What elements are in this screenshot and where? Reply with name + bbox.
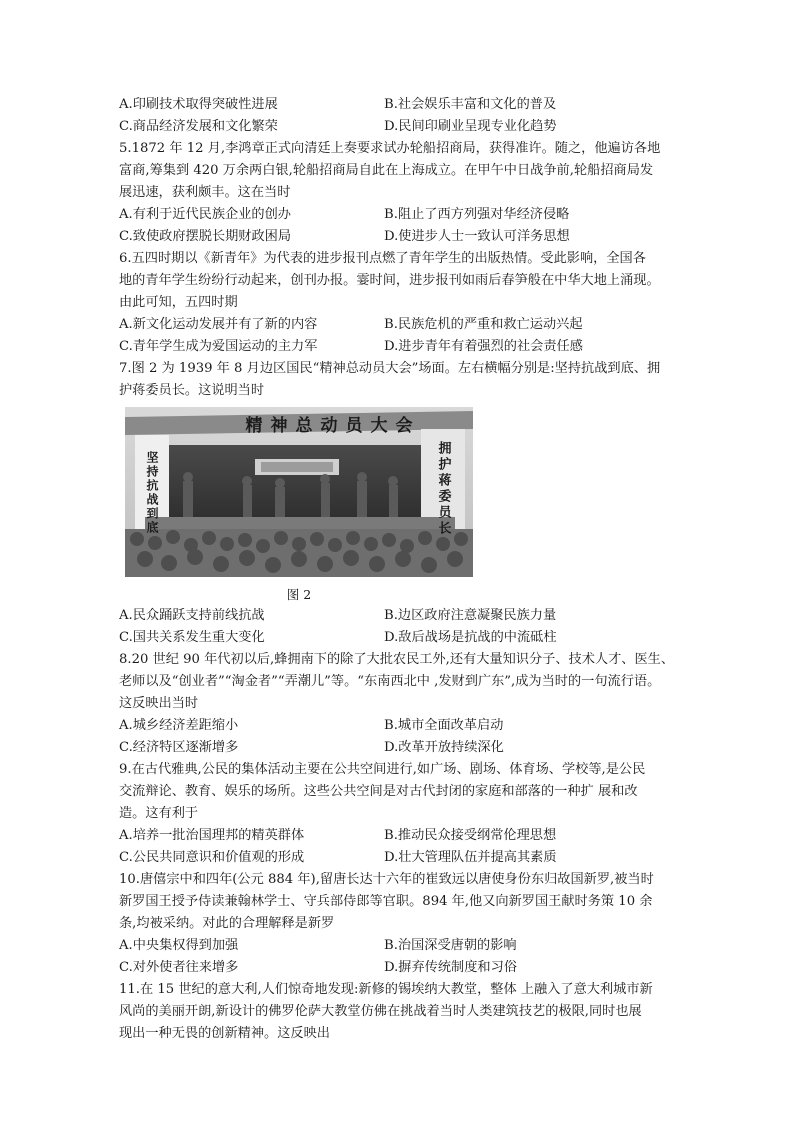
q9-stem-line: 造。这有利于 <box>119 806 199 821</box>
q10-option-a[interactable]: A.中央集权得到加强 <box>119 938 239 953</box>
right-banner-text: 拥护蒋委员长 <box>435 441 451 537</box>
q6-stem-line: 地的青年学生纷纷行动起来，创刊办报。霎时间，进步报刊如雨后春笋般在中华大地上涌现。 <box>119 273 660 288</box>
rally-photo <box>125 407 473 577</box>
exam-page <box>119 94 694 1045</box>
q10-stem-line: 10.唐僖宗中和四年(公元 884 年),留唐长达十六年的崔致远以唐使身份东归故国新罗,被当时 <box>119 872 654 887</box>
q5-option-d[interactable]: D.使进步人士一致认可洋务思想 <box>384 229 570 244</box>
q6-stem-line: 由此可知，五四时期 <box>119 295 238 310</box>
q6-option-b[interactable]: B.民族危机的严重和救亡运动兴起 <box>384 317 583 332</box>
q6-option-c[interactable]: C.青年学生成为爱国运动的主力军 <box>119 339 318 354</box>
q4-options-row-2 <box>119 116 694 138</box>
q4-option-c[interactable]: C.商品经济发展和文化繁荣 <box>119 119 278 134</box>
q7-stem-line: 护蒋委员长。这说明当时 <box>119 383 265 398</box>
q6-stem-line: 6.五四时期以《新青年》为代表的进步报刊点燃了青年学生的出版热情。受此影响，全国各 <box>119 251 646 266</box>
q5-option-a[interactable]: A.有利于近代民族企业的创办 <box>119 207 291 222</box>
q5-options-row-2 <box>119 226 694 248</box>
q9-option-d[interactable]: D.壮大管理队伍并提高其素质 <box>384 850 557 865</box>
q6-option-a[interactable]: A.新文化运动发展并有了新的内容 <box>119 317 318 332</box>
q8-options-row-1 <box>119 715 694 737</box>
q5-options-row-1 <box>119 204 694 226</box>
q8-option-b[interactable]: B.城市全面改革启动 <box>384 718 504 733</box>
figure-caption: 图 2 <box>286 587 312 602</box>
q7-option-a[interactable]: A.民众踊跃支持前线抗战 <box>119 608 265 623</box>
q7-option-d[interactable]: D.敌后战场是抗战的中流砥柱 <box>384 630 557 645</box>
q5-option-b[interactable]: B.阻止了西方列强对华经济侵略 <box>384 207 570 222</box>
q10-option-c[interactable]: C.对外使者往来增多 <box>119 960 239 975</box>
q7-option-b[interactable]: B.边区政府注意凝聚民族力量 <box>384 608 557 623</box>
q4-option-b[interactable]: B.社会娱乐丰富和文化的普及 <box>384 97 557 112</box>
q5-stem-line: 展迅速，获利颇丰。这在当时 <box>119 185 291 200</box>
q9-option-a[interactable]: A.培养一批治国理邦的精英群体 <box>119 828 305 843</box>
left-banner-text: 坚持抗战到底 <box>145 451 159 535</box>
q10-stem-line: 条,均被采纳。对此的合理解释是新罗 <box>119 916 335 931</box>
q11-stem-line: 现出一种无畏的创新精神。这反映出 <box>119 1026 330 1041</box>
q10-options-row-2 <box>119 957 694 979</box>
top-banner-text: 精神总动员大会 <box>245 416 421 436</box>
q9-options-row-1 <box>119 825 694 847</box>
q8-option-a[interactable]: A.城乡经济差距缩小 <box>119 718 239 733</box>
q10-option-d[interactable]: D.摒弃传统制度和习俗 <box>384 960 517 975</box>
q8-stem-line: 8.20 世纪 90 年代初以后,蜂拥南下的除了大批农民工外,还有大量知识分子、技术人才、医生、 <box>119 652 675 667</box>
q11-stem-line: 11.在 15 世纪的意大利,人们惊奇地发现:新修的锡埃纳大教堂，整体 上融入了意大利城市新 <box>119 982 653 997</box>
q6-option-d[interactable]: D.进步青年有着强烈的社会责任感 <box>384 339 583 354</box>
q5-stem-line: 富商,筹集到 420 万余两白银,轮船招商局自此在上海成立。在甲午中日战争前,轮船招商局发 <box>119 163 654 178</box>
q10-options-row-1 <box>119 935 694 957</box>
q6-options-row-2 <box>119 336 694 358</box>
q8-option-d[interactable]: D.改革开放持续深化 <box>384 740 504 755</box>
q7-option-c[interactable]: C.国共关系发生重大变化 <box>119 630 265 645</box>
q7-options-row-2 <box>119 627 694 649</box>
q9-stem-line: 9.在古代雅典,公民的集体活动主要在公共空间进行,如广场、剧场、体育场、学校等,是公民 <box>119 762 646 777</box>
q9-option-b[interactable]: B.推动民众接受纲常伦理思想 <box>384 828 557 843</box>
q9-option-c[interactable]: C.公民共同意识和价值观的形成 <box>119 850 305 865</box>
q11-stem-line: 风尚的美丽开朗,新设计的佛罗伦萨大教堂仿佛在挑战着当时人类建筑技艺的极限,同时也展 <box>119 1004 642 1019</box>
q4-option-d[interactable]: D.民间印刷业呈现专业化趋势 <box>384 119 557 134</box>
q4-options-row-1 <box>119 94 694 116</box>
q8-stem-line: 老师以及“创业者”“淘金者”“弄潮儿”等。“东南西北中 ,发财到广东”,成为当时的一句流行语。 <box>119 674 661 689</box>
q7-stem-line: 7.图 2 为 1939 年 8 月边区国民“精神总动员大会”场面。左右横幅分别是:坚持抗战到底、拥 <box>119 361 661 376</box>
q5-option-c[interactable]: C.致使政府摆脱长期财政困局 <box>119 229 292 244</box>
q5-stem-line: 5.1872 年 12 月,李鸿章正式向清廷上奏要求试办轮船招商局，获得准许。随之，他遍访各地 <box>119 141 661 156</box>
q8-options-row-2 <box>119 737 694 759</box>
q9-options-row-2 <box>119 847 694 869</box>
q7-options-row-1 <box>119 605 694 627</box>
q10-option-b[interactable]: B.治国深受唐朝的影响 <box>384 938 517 953</box>
q10-stem-line: 新罗国王授予侍读兼翰林学士、守兵部侍郎等官职。894 年,他又向新罗国王献时务策 10 余 <box>119 894 653 909</box>
q8-option-c[interactable]: C.经济特区逐渐增多 <box>119 740 239 755</box>
q6-options-row-1 <box>119 314 694 336</box>
rally-photo-image <box>125 407 473 577</box>
q4-option-a[interactable]: A.印刷技术取得突破性进展 <box>119 97 278 112</box>
q8-stem-line: 这反映出当时 <box>119 696 199 711</box>
q9-stem-line: 交流辩论、教育、娱乐的场所。这些公共空间是对古代封闭的家庭和部落的一种扩 展和改 <box>119 784 638 799</box>
